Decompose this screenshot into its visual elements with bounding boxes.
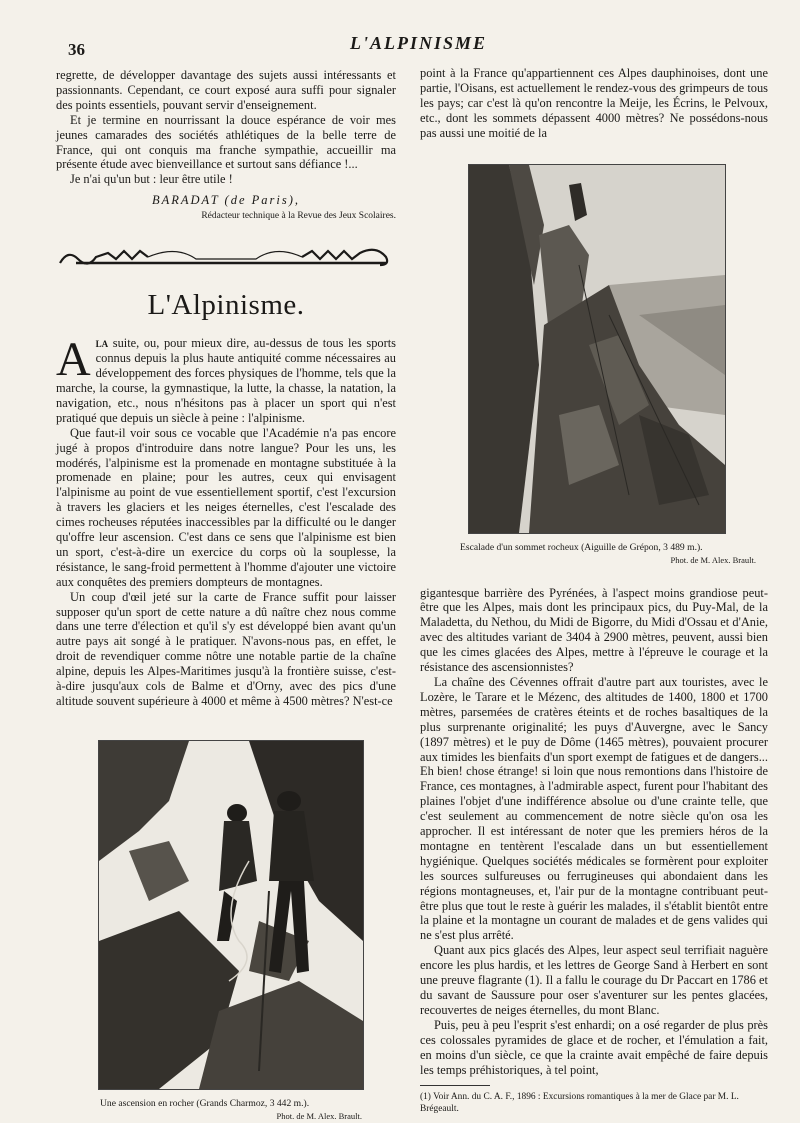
signature-block <box>56 193 396 221</box>
intro-paragraph-1: regrette, de développer davantage des sujets aussi intéressants et passionnants. Cependant, ce court exposé aura suffi pour signaler des points essentiels, pouvant servir d'enseignement. <box>56 68 396 112</box>
photo-caption-left <box>100 1098 362 1122</box>
footnote-rule <box>420 1085 490 1086</box>
signature-name: BARADAT (de Paris), <box>151 193 301 208</box>
caption-text: Escalade d'un sommet rocheux (Aiguille de Grépon, 3 489 m.). <box>460 541 703 553</box>
photo-aiguille-grepon <box>468 164 726 534</box>
article-title: L'Alpinisme. <box>147 289 305 322</box>
body-paragraph-4: La chaîne des Cévennes offrait d'autre part aux touristes, avec le Lozère, le Tarare et le Mézenc, des altitudes de 1400, 1800 et 1700 mètres, parsemées de cratères éteints et de roches basaltiques de la plus surprenante originalité; les puys d'Auvergne, avec le Sancy (1897 mètres) et le puy de Dôme (1465 mètres), pouvaient procurer aux timides les bienfaits d'un sport exempt de fatigues et de dangers... Eh bien! chose étrange! si loin que nous remontions dans l'histoire de France, ces montagnes, à l'admirable aspect, furent pour l'habitant des plaines l'objet d'une indifférence absolue ou d'une crainte telle, que c'est seulement au commencement de notre siècle qu'on osa les approcher. Il est intéressant de noter que les premiers héros de la montagne en tentèrent l'escalade dans un but essentiellement hygiénique. Quelques sociétés médicales se formèrent pour exploiter les sources sulfureuses ou ferrugineuses qui abondaient dans les régions montagneuses, et, l'air pur de la montagne contribuant peut-être plus que tout le reste à guérir les malades, il s'établit bientôt entre la plaine et la montagne un courant de malades et de gens valides qui ne s'est plus arrêté. <box>420 674 768 943</box>
caption-text: Une ascension en rocher (Grands Charmoz, 3 442 m.). <box>100 1097 310 1109</box>
intro-paragraph-2: Et je termine en nourrissant la douce espérance de voir mes jeunes camarades des sociétés athlétiques de la belle terre de France, qui ont conquis ma franche sympathie, accueillir ma présente étude avec bienveillance et surtout sans défiance !... <box>56 112 396 172</box>
footnote: (1) Voir Ann. du C. A. F., 1896 : Excursions romantiques à la mer de Glace par M. L. Brégeault. <box>420 1092 739 1115</box>
ornamental-divider <box>56 241 396 271</box>
intro-paragraph-3: Je n'ai qu'un but : leur être utile ! <box>70 172 233 187</box>
body-paragraph-2: Un coup d'œil jeté sur la carte de France suffit pour laisser supposer qu'un sport de cette nature a dû naître chez nous comme dans une terre d'élection et qu'il s'y est développé bien avant qu'un autre pays ait songé à le pratiquer. N'avons-nous pas, en effet, le droit de revendiquer comme nôtre une notable partie de la chaîne alpine, depuis les Alpes-Maritimes jusqu'à la frontière suisse, c'est-à-dire jusqu'aux cols de Balme et d'Orny, avec des pics d'une altitude souvent supérieure à 4000 et même à 4500 mètres? N'est-ce <box>56 589 396 708</box>
body-paragraph-1: Que faut-il voir sous ce vocable que l'Académie n'a pas encore jugé à propos d'introduire dans notre langue? Pour les uns, les modérés, l'alpinisme est la promenade en montagne substituée à la promenade en plaine; pour les autres, ceux qui envisagent l'alpinisme au point de vue essentiellement sportif, c'est l'excursion à travers les glaciers et les neiges éternelles, c'est l'escalade des cimes rocheuses réputées inaccessibles par la difficulté ou le danger qu'offre leur ascension. C'est dans ce sens que l'alpinisme est bien un sport, c'est-à-dire un exercice du corps où la souplesse, la résistance, le sang-froid permettent à l'homme d'ajouter une victoire aux conquêtes des premiers dompteurs de montagnes. <box>56 425 396 589</box>
right-column <box>420 66 768 1115</box>
top-paragraph: point à la France qu'appartiennent ces Alpes dauphinoises, dont une partie, l'Oisans, est actuellement le rendez-vous des grimpeurs de tous les pays; car c'est là qu'on rencontre la Meije, les Écrins, le Pelvoux, etc., dont les sommets dépassent 4000 mètres? Ne possédons-nous pas aussi une moitié de la <box>420 66 768 140</box>
body-paragraph-5: Quant aux pics glacés des Alpes, leur aspect seul terrifiait naguère encore les plus hardis, et les lettres de George Sand à Herbert en sont une preuve flagrante (1). Il a fallu le courage du Dr Paccart en 1786 et du savant de Saussure pour oser s'aventurer sur les pentes glacées, recouvertes de neiges éternelles, du mont Blanc. <box>420 943 768 1017</box>
photo-credit: Phot. de M. Alex. Brault. <box>276 1110 362 1121</box>
first-paragraph-text: suite, ou, pour mieux dire, au-dessus de tous les sports connus depuis la plus haute antiquité comme nécessaires au développement des forces physiques de l'homme, tels que la marche, la course, la gymnastique, la lutte, la chasse, la natation, la navigation, etc., nous n'hésitons pas à placer un sport qui n'est pratiqué que depuis un siècle à peine : l'alpinisme. <box>56 336 396 425</box>
running-head: L'ALPINISME <box>350 33 488 53</box>
first-paragraph <box>56 333 396 425</box>
signature-role: Rédacteur technique à la Revue des Jeux Scolaires. <box>201 211 396 222</box>
drop-cap: A <box>56 333 91 387</box>
photo-credit: Phot. de M. Alex. Brault. <box>670 554 756 565</box>
body-paragraph-3: gigantesque barrière des Pyrénées, à l'aspect moins grandiose peut-être que les Alpes, mais dont les principaux pics, du Puy-Mal, de la Maladetta, du Nethou, du Midi de Bigorre, du Midi d'Ossau et d'Anie, avec des altitudes variant de 3404 à 2900 mètres, peuvent, aussi bien que les cimes glacées des Alpes, mettre à l'épreuve le courage et la résistance des ascensionnistes? <box>420 585 768 675</box>
photo-caption-right <box>460 542 756 566</box>
first-words: la <box>95 336 109 351</box>
page-number: 36 <box>68 40 85 59</box>
body-paragraph-6: Puis, peu à peu l'esprit s'est enhardi; on a osé regarder de plus près ces colossales pyramides de glace et de rocher, et l'émulation a fait, en moins d'un siècle, ce que la crainte avait empêché de faire depuis les temps préhistoriques, à tel point, <box>420 1017 768 1077</box>
left-column <box>56 68 396 1122</box>
photo-grands-charmoz <box>98 740 364 1090</box>
